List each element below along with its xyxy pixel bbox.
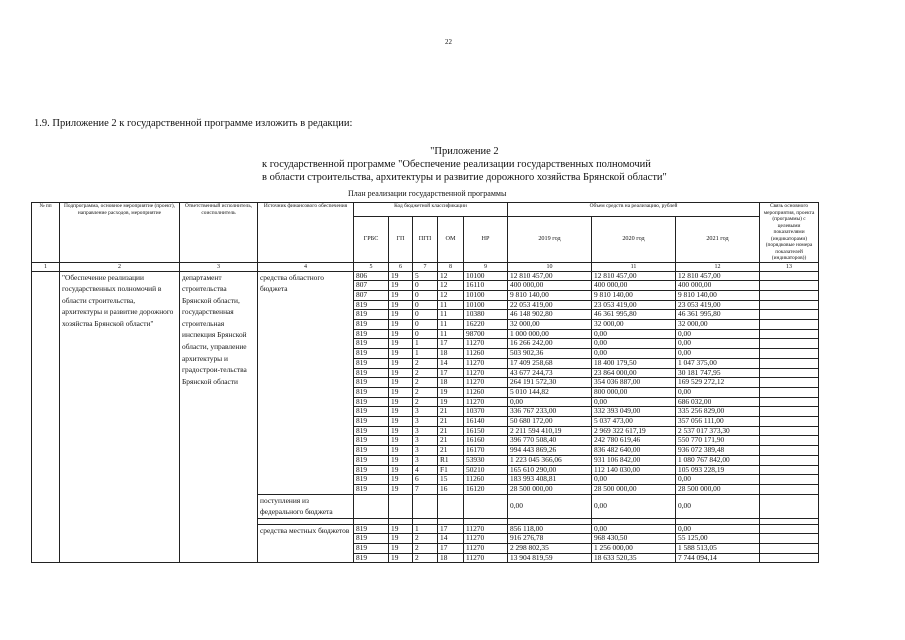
value-2021: 12 810 457,00 <box>676 271 760 281</box>
value-2021: 0,00 <box>676 524 760 534</box>
code-om: 21 <box>438 407 464 417</box>
code-om: 17 <box>438 544 464 554</box>
code-nr: 16120 <box>464 484 508 494</box>
value-2021: 1 080 767 842,00 <box>676 455 760 465</box>
code-gp: 19 <box>389 271 413 281</box>
code-gp: 19 <box>389 436 413 446</box>
code-nr: 16170 <box>464 446 508 456</box>
column-number: 4 <box>258 262 354 271</box>
code-pgp: 1 <box>413 339 438 349</box>
value-2021: 1 588 513,05 <box>676 544 760 554</box>
annex-line-1: "Приложение 2 <box>430 146 499 157</box>
code-nr: 16160 <box>464 436 508 446</box>
code-gp: 19 <box>389 339 413 349</box>
code-pgp: 2 <box>413 358 438 368</box>
code-nr: 16110 <box>464 281 508 291</box>
link-cell <box>760 544 819 554</box>
code-nr: 11270 <box>464 378 508 388</box>
code-gp: 19 <box>389 290 413 300</box>
link-cell <box>760 397 819 407</box>
value-2020: 0,00 <box>592 494 676 518</box>
code-grbs: 819 <box>354 397 389 407</box>
link-cell <box>760 426 819 436</box>
link-cell <box>760 281 819 291</box>
value-2021: 30 181 747,95 <box>676 368 760 378</box>
code-gp: 19 <box>389 349 413 359</box>
code-nr: 11260 <box>464 349 508 359</box>
code-gp: 19 <box>389 358 413 368</box>
link-cell <box>760 475 819 485</box>
code-pgp: 2 <box>413 368 438 378</box>
code-grbs: 819 <box>354 475 389 485</box>
header-grbs: ГРБС <box>354 217 389 262</box>
value-2019: 264 191 572,30 <box>508 378 592 388</box>
value-2020: 18 400 179,50 <box>592 358 676 368</box>
value-2020: 800 000,00 <box>592 387 676 397</box>
value-2019: 50 680 172,00 <box>508 417 592 427</box>
source-local: средства местных бюджетов <box>258 524 354 563</box>
header-pgp: ПГП <box>413 217 438 262</box>
value-2021: 2 537 017 373,30 <box>676 426 760 436</box>
value-2021: 1 047 375,00 <box>676 358 760 368</box>
code-grbs: 819 <box>354 368 389 378</box>
value-2019: 336 767 233,00 <box>508 407 592 417</box>
code-pgp: 3 <box>413 455 438 465</box>
code-pgp: 7 <box>413 484 438 494</box>
code-grbs: 819 <box>354 417 389 427</box>
code-nr: 11270 <box>464 339 508 349</box>
code-grbs <box>354 494 389 518</box>
link-cell <box>760 349 819 359</box>
code-nr: 98700 <box>464 329 508 339</box>
code-om: 18 <box>438 378 464 388</box>
value-2019: 1 000 000,00 <box>508 329 592 339</box>
code-pgp: 1 <box>413 349 438 359</box>
link-cell <box>760 387 819 397</box>
value-2019: 12 810 457,00 <box>508 271 592 281</box>
value-2020: 931 106 842,00 <box>592 455 676 465</box>
link-cell <box>760 329 819 339</box>
value-2021: 7 744 094,14 <box>676 553 760 563</box>
header-om: ОМ <box>438 217 464 262</box>
value-2019: 0,00 <box>508 494 592 518</box>
code-nr: 11270 <box>464 358 508 368</box>
code-grbs: 819 <box>354 436 389 446</box>
code-om: 11 <box>438 310 464 320</box>
source-federal: поступления из федерального бюджета <box>258 494 354 518</box>
code-om: 21 <box>438 417 464 427</box>
code-gp: 19 <box>389 407 413 417</box>
code-grbs: 819 <box>354 339 389 349</box>
value-2020: 836 482 640,00 <box>592 446 676 456</box>
value-2020: 0,00 <box>592 339 676 349</box>
link-cell <box>760 407 819 417</box>
code-pgp: 3 <box>413 417 438 427</box>
code-nr: 10100 <box>464 290 508 300</box>
code-gp: 19 <box>389 553 413 563</box>
page-number: 22 <box>445 38 452 46</box>
link-cell <box>760 310 819 320</box>
code-om: 17 <box>438 368 464 378</box>
code-pgp: 2 <box>413 387 438 397</box>
code-nr: 11270 <box>464 524 508 534</box>
value-2019: 32 000,00 <box>508 320 592 330</box>
header-subprogram: Подпрограмма, основное мероприятие (проект), направление расходов, мероприятие <box>60 203 180 263</box>
code-pgp: 3 <box>413 407 438 417</box>
value-2021: 28 500 000,00 <box>676 484 760 494</box>
value-2019: 400 000,00 <box>508 281 592 291</box>
code-grbs: 819 <box>354 455 389 465</box>
code-om: 14 <box>438 358 464 368</box>
link-cell <box>760 358 819 368</box>
code-nr: 16150 <box>464 426 508 436</box>
code-grbs: 819 <box>354 358 389 368</box>
link-cell <box>760 300 819 310</box>
responsible-cell: департамент строительства Брянской области, государственная строительная инспекция Брянской области, управление архитектуры и градострои-тельства Брянской области <box>180 271 258 563</box>
header-2020: 2020 год <box>592 217 676 262</box>
value-2020: 9 810 140,00 <box>592 290 676 300</box>
link-cell <box>760 378 819 388</box>
code-nr: 16220 <box>464 320 508 330</box>
link-cell <box>760 290 819 300</box>
code-om: 15 <box>438 475 464 485</box>
code-pgp: 2 <box>413 544 438 554</box>
code-pgp: 3 <box>413 436 438 446</box>
value-2020: 0,00 <box>592 475 676 485</box>
value-2019: 2 211 594 410,19 <box>508 426 592 436</box>
code-pgp: 2 <box>413 534 438 544</box>
value-2019: 43 677 244,73 <box>508 368 592 378</box>
code-gp: 19 <box>389 534 413 544</box>
code-grbs: 819 <box>354 320 389 330</box>
value-2020: 242 780 619,46 <box>592 436 676 446</box>
value-2019: 28 500 000,00 <box>508 484 592 494</box>
code-pgp: 2 <box>413 378 438 388</box>
code-pgp: 0 <box>413 310 438 320</box>
value-2020: 18 633 520,35 <box>592 553 676 563</box>
value-2019: 165 610 290,00 <box>508 465 592 475</box>
code-gp: 19 <box>389 455 413 465</box>
code-pgp: 0 <box>413 329 438 339</box>
code-gp: 19 <box>389 426 413 436</box>
code-om: 14 <box>438 534 464 544</box>
code-grbs: 819 <box>354 349 389 359</box>
value-2019: 9 810 140,00 <box>508 290 592 300</box>
code-pgp: 1 <box>413 524 438 534</box>
value-2021: 335 256 829,00 <box>676 407 760 417</box>
code-pgp: 0 <box>413 300 438 310</box>
code-grbs: 819 <box>354 300 389 310</box>
column-number: 11 <box>592 262 676 271</box>
code-pgp: 0 <box>413 290 438 300</box>
code-grbs: 819 <box>354 378 389 388</box>
value-2020: 23 053 419,00 <box>592 300 676 310</box>
value-2021: 0,00 <box>676 329 760 339</box>
code-pgp: 4 <box>413 465 438 475</box>
table-row <box>32 271 819 281</box>
code-nr: 10380 <box>464 310 508 320</box>
value-2019: 2 298 802,35 <box>508 544 592 554</box>
value-2020: 332 393 049,00 <box>592 407 676 417</box>
link-cell <box>760 271 819 281</box>
code-grbs: 807 <box>354 281 389 291</box>
code-om: 17 <box>438 339 464 349</box>
code-gp: 19 <box>389 281 413 291</box>
header-num: № пп <box>32 203 60 263</box>
code-om: 11 <box>438 320 464 330</box>
value-2020: 46 361 995,80 <box>592 310 676 320</box>
value-2020: 968 430,50 <box>592 534 676 544</box>
code-grbs: 819 <box>354 329 389 339</box>
code-gp: 19 <box>389 378 413 388</box>
column-number: 7 <box>413 262 438 271</box>
value-2021: 550 770 171,90 <box>676 436 760 446</box>
code-nr: 10100 <box>464 300 508 310</box>
link-cell <box>760 455 819 465</box>
value-2019: 16 266 242,00 <box>508 339 592 349</box>
value-2021: 32 000,00 <box>676 320 760 330</box>
link-cell <box>760 368 819 378</box>
value-2021: 0,00 <box>676 494 760 518</box>
code-gp: 19 <box>389 368 413 378</box>
value-2021: 400 000,00 <box>676 281 760 291</box>
value-2020: 112 140 030,00 <box>592 465 676 475</box>
code-nr: 53930 <box>464 455 508 465</box>
code-nr: 10370 <box>464 407 508 417</box>
code-om: R1 <box>438 455 464 465</box>
annex-line-3: в области строительства, архитектуры и развитие дорожного хозяйства Брянской области" <box>262 172 667 183</box>
value-2020: 0,00 <box>592 349 676 359</box>
code-pgp: 2 <box>413 553 438 563</box>
code-nr: 11260 <box>464 475 508 485</box>
header-budget-code: Код бюджетной классификации <box>354 203 508 217</box>
code-gp: 19 <box>389 446 413 456</box>
header-2019: 2019 год <box>508 217 592 262</box>
code-gp: 19 <box>389 475 413 485</box>
header-nr: НР <box>464 217 508 262</box>
column-number: 9 <box>464 262 508 271</box>
code-nr: 11270 <box>464 397 508 407</box>
code-om: 16 <box>438 484 464 494</box>
code-gp <box>389 494 413 518</box>
code-gp: 19 <box>389 320 413 330</box>
code-pgp: 0 <box>413 320 438 330</box>
value-2021: 46 361 995,80 <box>676 310 760 320</box>
value-2019: 856 118,00 <box>508 524 592 534</box>
value-2020: 1 256 000,00 <box>592 544 676 554</box>
code-nr <box>464 494 508 518</box>
value-2021: 0,00 <box>676 349 760 359</box>
link-cell <box>760 494 819 518</box>
code-om: 21 <box>438 436 464 446</box>
code-om: 12 <box>438 281 464 291</box>
code-grbs: 819 <box>354 465 389 475</box>
header-2021: 2021 год <box>676 217 760 262</box>
header-responsible: Ответственный исполнитель, соисполнитель <box>180 203 258 263</box>
value-2021: 0,00 <box>676 387 760 397</box>
value-2020: 12 810 457,00 <box>592 271 676 281</box>
code-gp: 19 <box>389 300 413 310</box>
value-2020: 0,00 <box>592 397 676 407</box>
code-nr: 11270 <box>464 368 508 378</box>
column-number-row <box>32 262 819 271</box>
code-om <box>438 494 464 518</box>
link-cell <box>760 534 819 544</box>
code-grbs: 819 <box>354 310 389 320</box>
link-cell <box>760 320 819 330</box>
value-2021: 686 032,00 <box>676 397 760 407</box>
code-pgp: 3 <box>413 426 438 436</box>
value-2021: 0,00 <box>676 475 760 485</box>
code-om: 17 <box>438 524 464 534</box>
code-om: 18 <box>438 553 464 563</box>
value-2020: 28 500 000,00 <box>592 484 676 494</box>
link-cell <box>760 417 819 427</box>
code-om: 19 <box>438 397 464 407</box>
code-nr: 11270 <box>464 553 508 563</box>
value-2020: 5 037 473,00 <box>592 417 676 427</box>
annex-line-2: к государственной программе "Обеспечение реализации государственных полномочий <box>262 159 651 170</box>
value-2020: 23 864 000,00 <box>592 368 676 378</box>
code-pgp: 6 <box>413 475 438 485</box>
code-nr: 11260 <box>464 387 508 397</box>
value-2019: 13 904 819,59 <box>508 553 592 563</box>
code-gp: 19 <box>389 387 413 397</box>
value-2020: 2 969 322 617,19 <box>592 426 676 436</box>
value-2019: 1 223 045 366,06 <box>508 455 592 465</box>
code-pgp: 0 <box>413 281 438 291</box>
code-grbs: 807 <box>354 290 389 300</box>
code-gp: 19 <box>389 310 413 320</box>
code-gp: 19 <box>389 484 413 494</box>
code-om: 21 <box>438 446 464 456</box>
code-gp: 19 <box>389 397 413 407</box>
code-grbs: 819 <box>354 407 389 417</box>
code-om: 11 <box>438 300 464 310</box>
code-nr: 11270 <box>464 544 508 554</box>
value-2021: 23 053 419,00 <box>676 300 760 310</box>
value-2019: 22 053 419,00 <box>508 300 592 310</box>
header-source: Источник финансового обеспечения <box>258 203 354 263</box>
code-grbs: 819 <box>354 387 389 397</box>
value-2019: 183 993 408,81 <box>508 475 592 485</box>
column-number: 10 <box>508 262 592 271</box>
value-2019: 916 276,78 <box>508 534 592 544</box>
code-om: 21 <box>438 426 464 436</box>
link-cell <box>760 339 819 349</box>
code-grbs: 819 <box>354 446 389 456</box>
code-gp: 19 <box>389 417 413 427</box>
intro-line: 1.9. Приложение 2 к государственной программе изложить в редакции: <box>34 118 353 129</box>
row-num-cell <box>32 271 60 563</box>
code-om: 12 <box>438 290 464 300</box>
value-2020: 0,00 <box>592 524 676 534</box>
value-2020: 400 000,00 <box>592 281 676 291</box>
column-number: 2 <box>60 262 180 271</box>
code-grbs: 819 <box>354 426 389 436</box>
subprogram-cell: "Обеспечение реализации государственных полномочий в области строительства, архитектуры и развитие дорожного хозяйства Брянской области" <box>60 271 180 563</box>
link-cell <box>760 436 819 446</box>
code-om: 12 <box>438 271 464 281</box>
link-cell <box>760 553 819 563</box>
value-2019: 396 770 508,40 <box>508 436 592 446</box>
code-om: 18 <box>438 349 464 359</box>
code-grbs: 819 <box>354 553 389 563</box>
value-2021: 55 125,00 <box>676 534 760 544</box>
code-nr: 50210 <box>464 465 508 475</box>
value-2021: 169 529 272,12 <box>676 378 760 388</box>
plan-table-body <box>32 262 819 563</box>
code-grbs: 819 <box>354 524 389 534</box>
link-cell <box>760 446 819 456</box>
value-2019: 17 409 258,68 <box>508 358 592 368</box>
code-grbs: 806 <box>354 271 389 281</box>
code-pgp: 5 <box>413 271 438 281</box>
column-number: 13 <box>760 262 819 271</box>
code-om: F1 <box>438 465 464 475</box>
value-2021: 9 810 140,00 <box>676 290 760 300</box>
value-2020: 32 000,00 <box>592 320 676 330</box>
code-nr: 10100 <box>464 271 508 281</box>
link-cell <box>760 524 819 534</box>
value-2019: 503 902,36 <box>508 349 592 359</box>
value-2020: 354 036 887,00 <box>592 378 676 388</box>
value-2019: 994 443 869,26 <box>508 446 592 456</box>
value-2021: 936 072 389,48 <box>676 446 760 456</box>
source-regional: средства областного бюджета <box>258 271 354 494</box>
value-2021: 105 093 228,19 <box>676 465 760 475</box>
annex-heading <box>262 145 667 184</box>
value-2021: 0,00 <box>676 339 760 349</box>
value-2020: 0,00 <box>592 329 676 339</box>
value-2019: 5 010 144,82 <box>508 387 592 397</box>
code-grbs: 819 <box>354 544 389 554</box>
column-number: 6 <box>389 262 413 271</box>
link-cell <box>760 484 819 494</box>
code-om: 19 <box>438 387 464 397</box>
code-gp: 19 <box>389 465 413 475</box>
code-gp: 19 <box>389 544 413 554</box>
value-2019: 46 148 902,80 <box>508 310 592 320</box>
code-grbs: 819 <box>354 484 389 494</box>
code-om: 11 <box>438 329 464 339</box>
code-pgp <box>413 494 438 518</box>
column-number: 12 <box>676 262 760 271</box>
column-number: 8 <box>438 262 464 271</box>
column-number: 1 <box>32 262 60 271</box>
code-pgp: 3 <box>413 446 438 456</box>
column-number: 3 <box>180 262 258 271</box>
code-gp: 19 <box>389 329 413 339</box>
header-gp: ГП <box>389 217 413 262</box>
value-2021: 357 056 111,00 <box>676 417 760 427</box>
header-link: Связь основного мероприятия, проекта (программы) с целевыми показателями (индикаторами) (порядковые номера показателей (индикаторов)) <box>760 203 819 263</box>
header-volume: Объем средств на реализацию, рублей <box>508 203 760 217</box>
link-cell <box>760 465 819 475</box>
plan-table <box>31 202 819 563</box>
value-2019: 0,00 <box>508 397 592 407</box>
code-gp: 19 <box>389 524 413 534</box>
code-nr: 16140 <box>464 417 508 427</box>
column-number: 5 <box>354 262 389 271</box>
code-nr: 11270 <box>464 534 508 544</box>
plan-title: План реализации государственной программы <box>348 189 507 198</box>
code-pgp: 2 <box>413 397 438 407</box>
code-grbs: 819 <box>354 534 389 544</box>
